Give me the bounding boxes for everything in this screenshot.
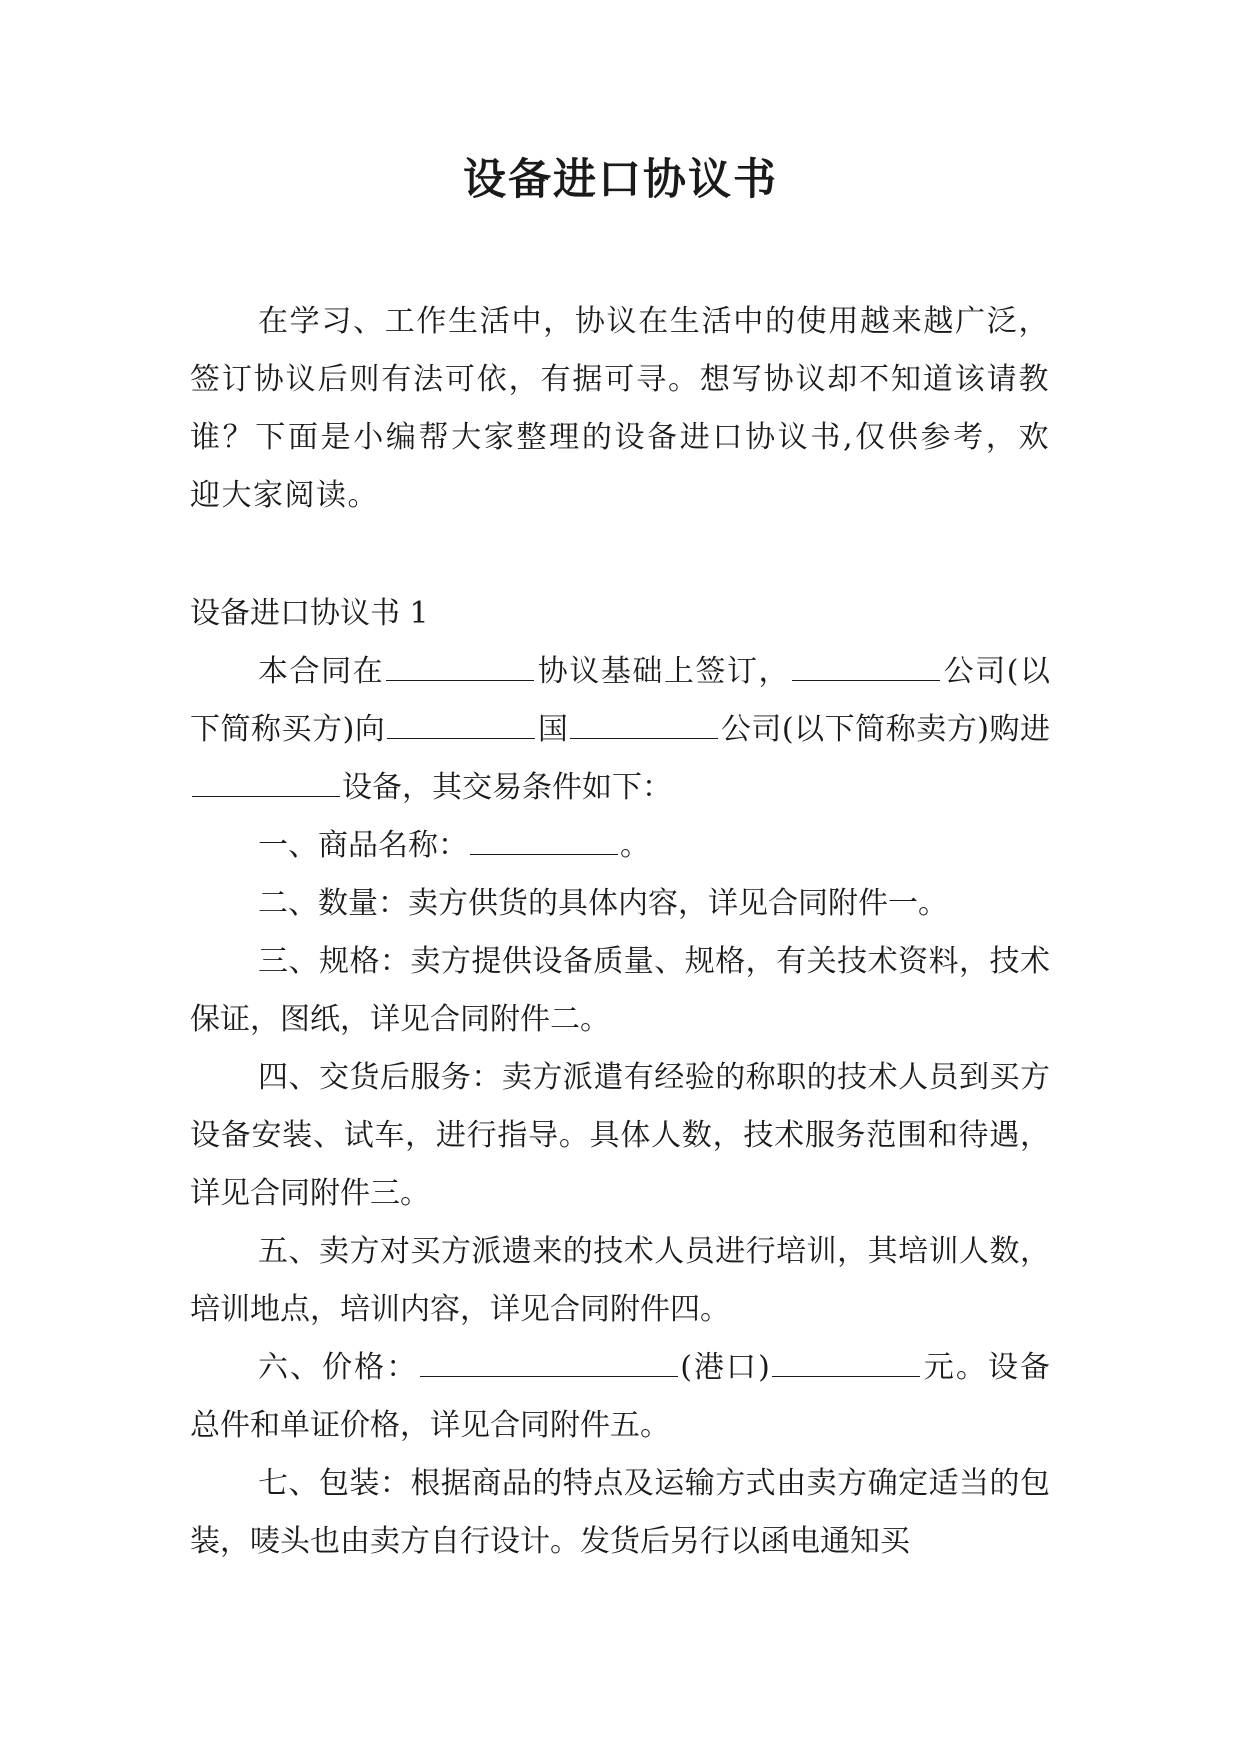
clause-intro-text-1: 本合同在 — [258, 654, 385, 689]
clause-intro — [190, 643, 1050, 817]
blank-line — [470, 824, 618, 855]
clause-1 — [190, 817, 1050, 875]
clause-4: 四、交货后服务：卖方派遣有经验的称职的技术人员到买方设备安装、试车，进行指导。具体人数，技术服务范围和待遇，详见合同附件三。 — [190, 1060, 1050, 1211]
intro-paragraph: 在学习、工作生活中，协议在生活中的使用越来越广泛，签订协议后则有法可依，有据可寻。想写协议却不知道该请教谁？下面是小编帮大家整理的设备进口协议书,仅供参考，欢迎大家阅读。 — [190, 304, 1050, 513]
clause-6-text-2: (港口) — [680, 1350, 770, 1385]
clause-2: 二、数量：卖方供货的具体内容，详见合同附件一。 — [258, 886, 948, 921]
clause-intro-text-3: 公司(以下简称买方)向 — [190, 654, 1050, 747]
blank-line — [387, 708, 535, 739]
document-body — [190, 293, 1050, 1571]
blank-line — [792, 650, 940, 681]
clause-intro-text-2: 协议基础上签订， — [536, 654, 791, 689]
clause-5: 五、卖方对买方派遗来的技术人员进行培训，其培训人数，培训地点，培训内容，详见合同附件四。 — [190, 1234, 1050, 1327]
clause-intro-text-6: 设备，其交易条件如下： — [342, 770, 672, 805]
clause-1-text-1: 一、商品名称： — [258, 828, 468, 863]
clause-3: 三、规格：卖方提供设备质量、规格，有关技术资料，技术保证，图纸，详见合同附件二。 — [190, 944, 1050, 1037]
clause-6-text-1: 六、价格： — [258, 1350, 419, 1385]
clause-6-text-3: 元。设备总件和单证价格，详见合同附件五。 — [190, 1350, 1051, 1443]
clause-1-text-2: 。 — [620, 828, 650, 863]
clause-intro-text-4: 国 — [537, 712, 569, 747]
clause-7: 七、包装：根据商品的特点及运输方式由卖方确定适当的包装，唛头也由卖方自行设计。发货后另行以函电通知买 — [190, 1466, 1050, 1559]
clause-intro-text-5: 公司(以下简称卖方)购进 — [720, 712, 1050, 747]
blank-line — [420, 1346, 678, 1377]
blank-line — [570, 708, 718, 739]
blank-line — [386, 650, 534, 681]
blank-line — [772, 1346, 920, 1377]
blank-line — [192, 766, 340, 797]
document-title: 设备进口协议书 — [463, 155, 778, 205]
clause-6 — [190, 1339, 1050, 1455]
section-title: 设备进口协议书 1 — [190, 596, 429, 631]
